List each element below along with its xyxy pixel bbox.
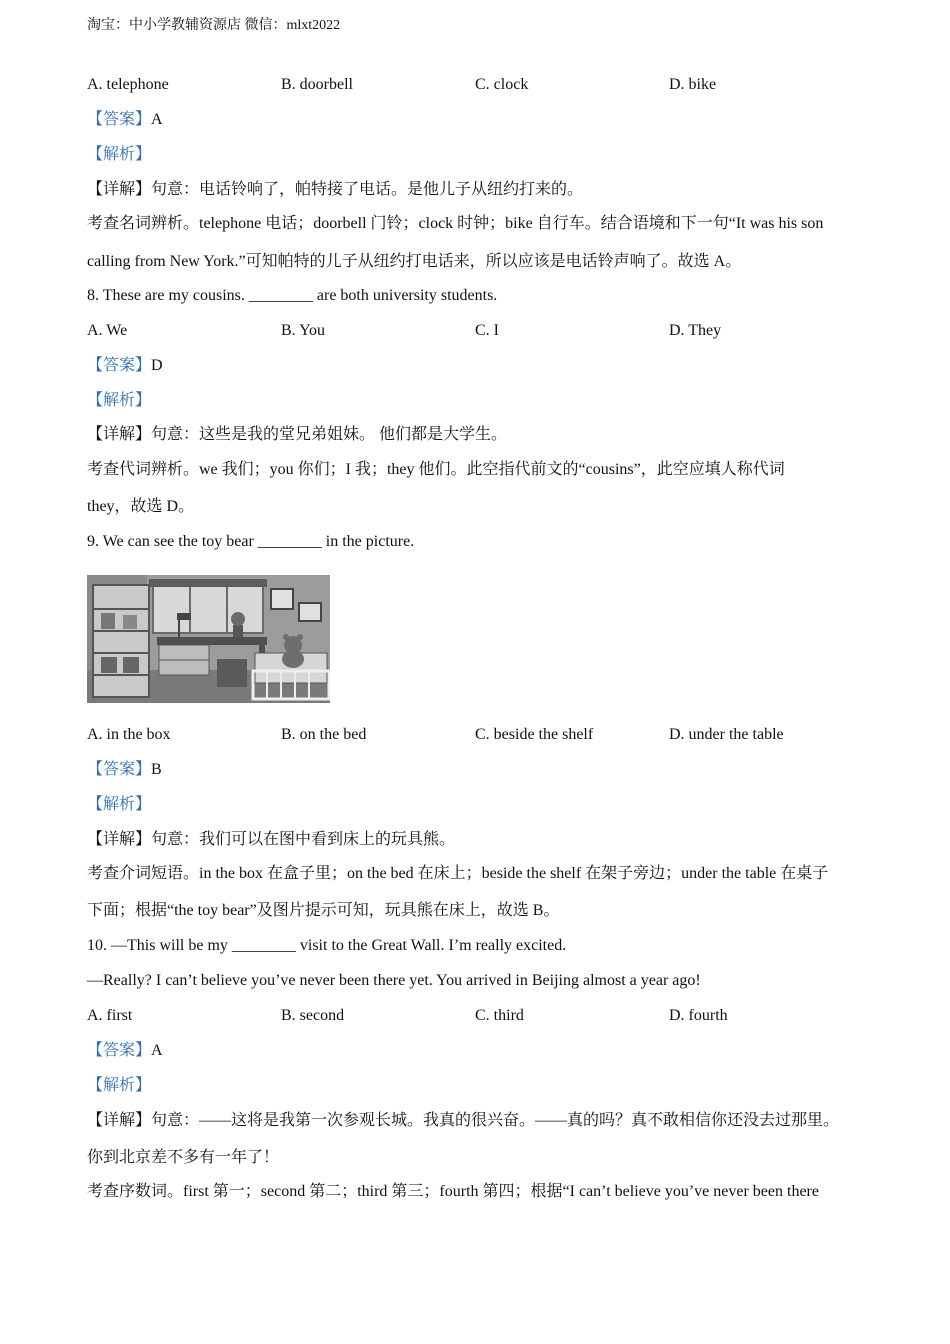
q9-analysis-label: 【解析】: [87, 796, 152, 813]
q8-option-c[interactable]: C. I: [475, 322, 499, 339]
q10-answer-value: A: [151, 1042, 163, 1059]
q10-option-a[interactable]: A. first: [87, 1007, 133, 1024]
q7-option-a[interactable]: A. telephone: [87, 76, 169, 93]
q9-option-c[interactable]: C. beside the shelf: [475, 726, 594, 743]
q7-option-b[interactable]: B. doorbell: [281, 76, 353, 93]
q10-analysis-label: 【解析】: [87, 1077, 152, 1094]
q10-option-c[interactable]: C. third: [475, 1007, 524, 1024]
q8-answer-value: D: [151, 357, 163, 374]
q7-answer-value: A: [151, 111, 163, 128]
q9-detail: [87, 829, 455, 851]
q8-answer: [87, 355, 163, 377]
q7-option-d[interactable]: D. bike: [669, 76, 717, 93]
q10-option-b[interactable]: B. second: [281, 1007, 345, 1024]
q10-detail-line2: 你到北京差不多有一年了！: [87, 1149, 280, 1166]
q10-explain-line1: 考查序数词。first 第一；second 第二；third 第三；fourth 第四；根据“I can’t believe you’ve never been there: [87, 1183, 819, 1200]
q9-explain-line1: 考查介词短语。in the box 在盒子里；on the bed 在床上；beside the shelf 在架子旁边；under the table 在桌子: [87, 865, 829, 882]
q7-detail-text: 句意：电话铃响了，帕特接了电话。是他儿子从纽约打来的。: [151, 181, 584, 198]
q7-explain-line1: 考查名词辨析。telephone 电话；doorbell 门铃；clock 时钟；bike 自行车。结合语境和下一句“It was his son: [87, 215, 824, 232]
q10-question: 10. —This will be my ________ visit to the Great Wall. I’m really excited.: [87, 937, 567, 954]
q7-detail: [87, 179, 583, 201]
q9-answer-value: B: [151, 761, 162, 778]
q10-answer: [87, 1040, 163, 1062]
bedroom-picture: [87, 575, 330, 703]
q7-option-c[interactable]: C. clock: [475, 76, 529, 93]
answer-label: 【答案】: [87, 357, 152, 374]
q8-option-d[interactable]: D. They: [669, 322, 722, 339]
q8-explain-line1: 考查代词辨析。we 我们；you 你们；I 我；they 他们。此空指代前文的“cousins”，此空应填人称代词: [87, 461, 785, 478]
q9-option-b[interactable]: B. on the bed: [281, 726, 367, 743]
q7-explain-line2: calling from New York.”可知帕特的儿子从纽约打电话来，所以应该是电话铃声响了。故选 A。: [87, 253, 742, 270]
q9-question: 9. We can see the toy bear ________ in the picture.: [87, 533, 415, 550]
detail-label: 【详解】: [87, 426, 152, 443]
q8-option-a[interactable]: A. We: [87, 322, 128, 339]
q8-detail: [87, 424, 507, 446]
detail-label: 【详解】: [87, 831, 152, 848]
q10-option-d[interactable]: D. fourth: [669, 1007, 728, 1024]
q9-detail-text: 句意：我们可以在图中看到床上的玩具熊。: [151, 831, 456, 848]
q7-analysis-label: 【解析】: [87, 146, 152, 163]
answer-label: 【答案】: [87, 1042, 152, 1059]
detail-label: 【详解】: [87, 1112, 152, 1129]
q10-detail: [87, 1110, 839, 1132]
page-header: 淘宝：中小学教辅资源店 微信：mlxt2022: [87, 18, 341, 33]
answer-label: 【答案】: [87, 111, 152, 128]
q9-option-a[interactable]: A. in the box: [87, 726, 171, 743]
q7-answer: [87, 109, 163, 131]
q8-explain-line2: they，故选 D。: [87, 498, 195, 515]
q10-line2: —Really? I can’t believe you’ve never been there yet. You arrived in Beijing almost a year ago!: [87, 972, 701, 989]
answer-label: 【答案】: [87, 761, 152, 778]
q8-analysis-label: 【解析】: [87, 392, 152, 409]
detail-label: 【详解】: [87, 181, 152, 198]
q8-question: 8. These are my cousins. ________ are both university students.: [87, 287, 498, 304]
q8-option-b[interactable]: B. You: [281, 322, 326, 339]
q9-option-d[interactable]: D. under the table: [669, 726, 784, 743]
q9-answer: [87, 759, 162, 781]
q9-explain-line2: 下面；根据“the toy bear”及图片提示可知，玩具熊在床上，故选 B。: [87, 902, 560, 919]
q10-detail-text: 句意：——这将是我第一次参观长城。我真的很兴奋。——真的吗？真不敢相信你还没去过那里。: [151, 1112, 840, 1129]
q8-detail-text: 句意：这些是我的堂兄弟姐妹。 他们都是大学生。: [151, 426, 508, 443]
